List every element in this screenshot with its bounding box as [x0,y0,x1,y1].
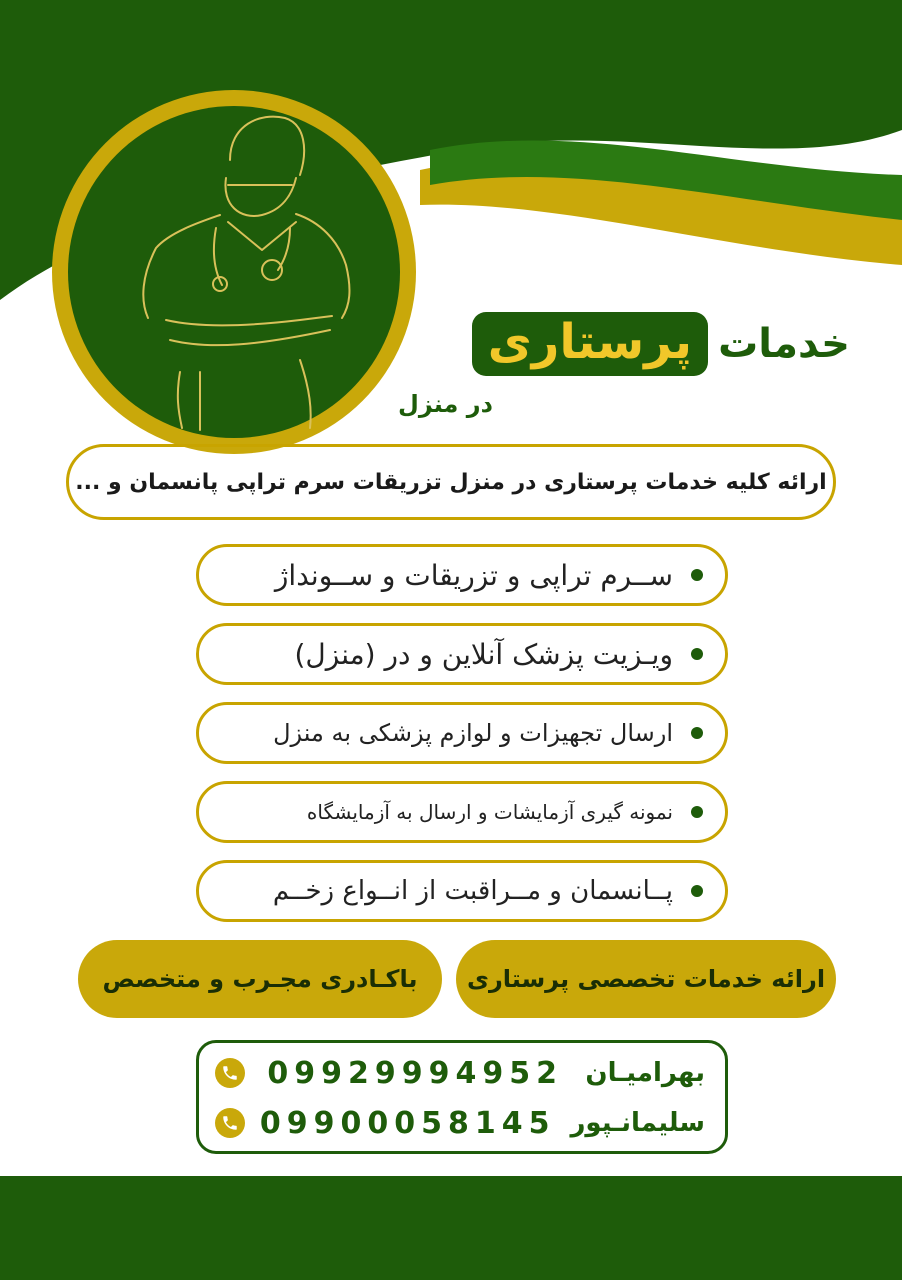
service-item [196,860,728,922]
service-item [196,544,728,606]
service-item [196,623,728,685]
bullet-icon [691,569,703,581]
bullet-icon [691,727,703,739]
phone-icon[interactable] [215,1108,245,1138]
service-label: ســرم تراپی و تزریقات و ســونداژ [274,558,673,592]
contact-row [215,1103,705,1143]
bullet-icon [691,648,703,660]
phone-icon[interactable] [215,1058,245,1088]
service-label: ویـزیت پزشک آنلاین و در (منزل) [294,637,673,671]
bottom-green-band [0,1176,902,1280]
contact-box [196,1040,728,1154]
service-label: ارسال تجهیزات و لوازم پزشکی به منزل [273,719,673,747]
bullet-icon [691,885,703,897]
contact-row [215,1053,705,1093]
portrait-circle [68,106,400,438]
service-item [196,702,728,764]
intro-banner: ارائه کلیه خدمات پرستاری در منزل تزریقات سرم تراپی پانسمان و ... [66,444,836,520]
contact-phone[interactable]: 09929994952 [267,1055,564,1091]
title-word-services: خدمات [718,321,850,367]
highlight-specialized-services: ارائه خدمات تخصصی پرستاری [456,940,836,1018]
contact-phone[interactable]: 09900058145 [259,1105,556,1141]
highlight-experienced-staff: باکـادری مجـرب و متخصص [78,940,442,1018]
title-word-nursing: پرستاری [472,312,708,376]
service-label: نمونه گیری آزمایشات و ارسال به آزمایشگاه [306,800,673,824]
contact-name: بهرامیـان [585,1058,705,1088]
bullet-icon [691,806,703,818]
main-title [472,312,850,376]
contact-name: سلیمانـپور [570,1108,705,1138]
subtitle-at-home: در منزل [398,390,493,418]
service-label: پــانسمان و مــراقبت از انــواع زخــم [272,876,673,906]
service-item [196,781,728,843]
